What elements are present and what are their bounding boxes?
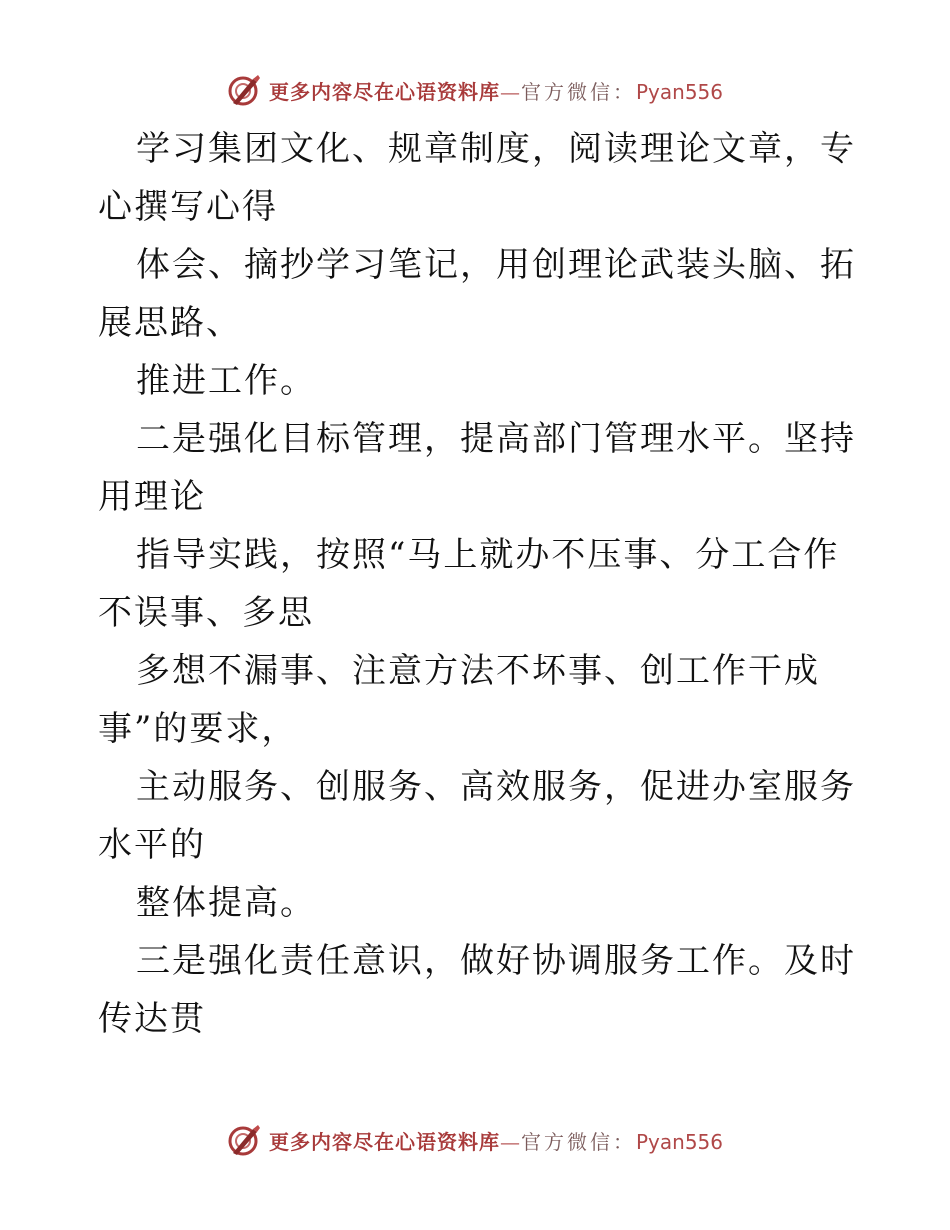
header-watermark-text <box>269 76 723 105</box>
paragraph: 推进工作。 <box>136 361 316 401</box>
paragraph: 多想不漏事、注意方法不坏事、创工作干成事”的要求， <box>98 651 820 749</box>
paragraph: 主动服务、创服务、高效服务，促进办室服务水平的 <box>98 767 856 865</box>
paragraph: 二是强化目标管理，提高部门管理水平。坚持用理论 <box>98 419 856 517</box>
header-separator: — <box>499 79 521 104</box>
header-official-label: 官方微信： <box>520 79 636 104</box>
pen-logo-icon <box>227 73 261 107</box>
header-watermark <box>0 70 950 110</box>
header-account: Pyan556 <box>635 79 723 104</box>
paragraph: 整体提高。 <box>136 883 316 923</box>
footer-watermark <box>0 1120 950 1160</box>
footer-account: Pyan556 <box>635 1129 723 1154</box>
paragraph: 体会、摘抄学习笔记，用创理论武装头脑、拓展思路、 <box>98 245 856 343</box>
footer-brand: 更多内容尽在心语资料库 <box>268 1129 500 1154</box>
document-body <box>98 120 858 1048</box>
footer-watermark-text <box>269 1126 723 1155</box>
pen-logo-icon <box>227 1123 261 1157</box>
header-brand: 更多内容尽在心语资料库 <box>268 79 500 104</box>
footer-official-label: 官方微信： <box>520 1129 636 1154</box>
paragraph: 学习集团文化、规章制度，阅读理论文章，专心撰写心得 <box>98 129 856 227</box>
paragraph: 指导实践，按照“马上就办不压事、分工合作不误事、多思 <box>98 535 840 633</box>
footer-separator: — <box>499 1129 521 1154</box>
paragraph: 三是强化责任意识，做好协调服务工作。及时传达贯 <box>98 941 856 1039</box>
